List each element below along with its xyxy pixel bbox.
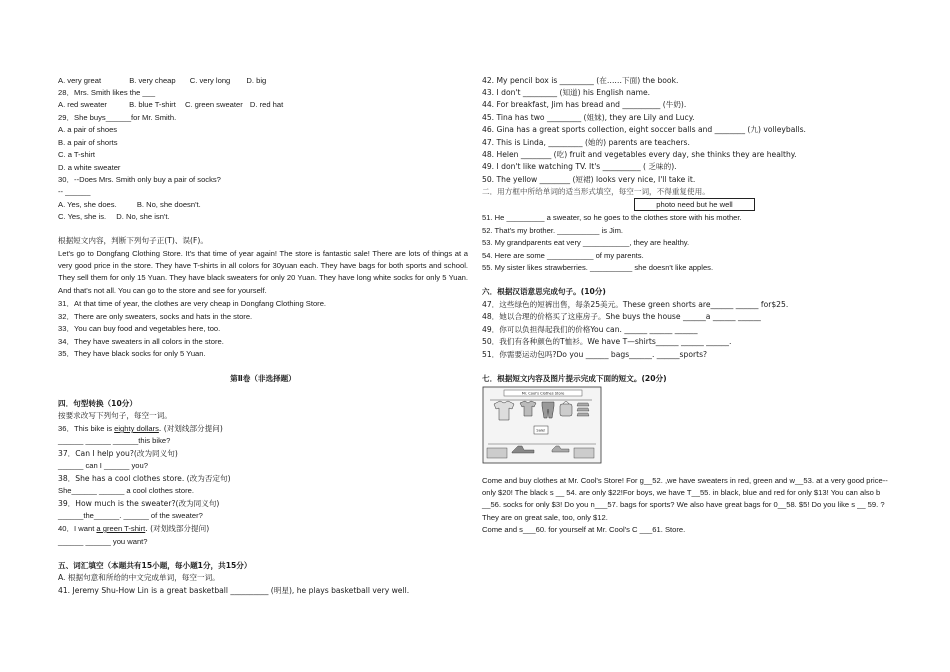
question-46: 46. Gina has a great sports collection, eight soccer balls and ________ (九) volleyballs. [482, 125, 806, 134]
option-b: B. blue T-shirt [129, 100, 176, 109]
section-five-instruction: A. 根据句意和所给的中文完成单词，每空一词。 [58, 573, 220, 582]
question-47b: 47．这些绿色的短裤出售，每条25美元。These green shorts are______ ______ for$25. [482, 300, 789, 309]
question-28: 28．Mrs. Smith likes the ___ [58, 88, 156, 97]
section-six-heading: 六．根据汉语意思完成句子。(10分) [482, 287, 606, 296]
question-44: 44. For breakfast, Jim has bread and __________ (牛奶). [482, 100, 687, 109]
question-29: 29．She buys______for Mr. Smith. [58, 113, 177, 122]
option-d: D. big [246, 76, 267, 85]
underlined-phrase: a green T-shirt [96, 524, 146, 533]
clothing-store-illustration [482, 386, 602, 464]
option-d: D. No, she isn't. [116, 212, 170, 221]
question-48: 48. Helen ________ (吃) fruit and vegetables every day, she thinks they are healthy. [482, 150, 797, 159]
answer-blank: -- ______ [58, 187, 91, 196]
cloze-passage-end: Come and s___60. for yourself at Mr. Cool's C ___61. Store. [482, 525, 686, 534]
section-b-instruction: 二．用方框中所给单词的适当形式填空，每空一词，不得重复使用。 [482, 187, 710, 196]
true-false-instruction: 根据短文内容，判断下列句子正(T)、误(F)。 [58, 236, 208, 245]
cloze-passage: Come and buy clothes at Mr. Cool's Store! For g__52. ,we have sweaters in red, green and w__53. at a very good price--only $20! The black s __ 54. are only $22!For boys, we have T__55. in black, blue and red for only $13! You can also b __56. socks for only $3! Do you n___57. bags for sports? We also have great bags for 0__58. $5! Do you like s __ 59. ? They are on great sale, too, only $12. [482, 476, 888, 522]
question-52: 52. That's my brother. __________ is Jim. [482, 226, 624, 235]
bag-icon [560, 404, 572, 416]
option-c: C. very long [189, 76, 231, 85]
section-seven-heading: 七．根据短文内容及图片提示完成下面的短文。(20分) [482, 374, 667, 383]
question-50b: 50．我们有各种颜色的T恤衫。We have T—shirts______ ______ ______. [482, 337, 732, 346]
option-c: C. green sweater [184, 100, 243, 109]
question-33: 33．You can buy food and vegetables here, too. [58, 324, 221, 333]
reading-passage: Let's go to Dongfang Clothing Store. It's that time of year again! The store is fantastic sale! There are lots of things at a very good price in the store. They have T-shirts in all colors for 30yuan each. They have bags for both sports and school. They sell them for only 15 Yuan. They have black sweaters for only 20 Yuan. They have long white socks for only 5 Yuan. And that's not all. You can go to the store and see for yourself. [58, 249, 468, 295]
answer-line-39: ______the______. ______ of the sweater? [58, 511, 203, 520]
question-51: 51. He _________ a sweater, so he goes to the clothes store with his mother. [482, 213, 742, 222]
question-36: 36．This bike is eighty dollars. (对划线部分提问) [58, 424, 223, 433]
part-two-heading: 第Ⅱ卷（非选择题） [230, 374, 296, 383]
option-b: B. a pair of shorts [58, 138, 118, 147]
hats-icon [577, 403, 589, 416]
options-row-28 [58, 100, 283, 110]
question-53: 53. My grandparents eat very ___________, they are healthy. [482, 238, 690, 247]
option-b: B. very cheap [129, 76, 176, 85]
option-b: B. No, she doesn't. [136, 200, 201, 209]
question-47: 47. This is Linda, _________ (她的) parents are teachers. [482, 138, 690, 147]
question-39: 39．How much is the sweater?(改为同义句) [58, 499, 220, 508]
section-five-heading: 五、词汇填空（本题共有15小题，每小题1分，共15分） [58, 561, 252, 570]
option-d: D. a white sweater [58, 163, 121, 172]
question-34: 34．They have sweaters in all colors in the store. [58, 337, 224, 346]
option-c: C. a T-shirt [58, 150, 95, 159]
option-a: A. red sweater [58, 100, 107, 109]
question-31: 31．At that time of year, the clothes are very cheap in Dongfang Clothing Store. [58, 299, 327, 308]
question-49: 49. I don't like watching TV. It's __________ ( 乏味的). [482, 162, 677, 171]
option-a: A. Yes, she does. [58, 200, 117, 209]
option-c: C. Yes, she is. [58, 212, 107, 221]
answer-line-37: ______ can I ______ you? [58, 461, 148, 470]
section-four-heading: 四．句型转换（10分） [58, 399, 137, 408]
question-41: 41. Jeremy Shu-How Lin is a great basketball __________ (明星), he plays basketball very well. [58, 586, 410, 595]
options-row-30b [58, 212, 170, 222]
question-48b: 48．她以合理的价格买了这座房子。She buys the house ______a ______ ______ [482, 312, 761, 321]
option-a: A. very great [58, 76, 102, 85]
question-32: 32．There are only sweaters, socks and hats in the store. [58, 312, 253, 321]
question-38: 38．She has a cool clothes store. (改为否定句) [58, 474, 231, 483]
answer-line-38: She______ ______ a cool clothes store. [58, 486, 194, 495]
question-50: 50. The yellow ________ (短裙) looks very nice, I'll take it. [482, 175, 696, 184]
question-49b: 49．你可以负担得起我们的价格You can. ______ ______ ______ [482, 325, 698, 334]
question-51b: 51．你需要运动包吗?Do you ______ bags______. ______sports? [482, 350, 708, 359]
underlined-phrase: eighty dollars [114, 424, 159, 433]
answer-line-36: ______ ______ ______this bike? [58, 436, 171, 445]
section-four-instruction: 按要求改写下列句子，每空一词。 [58, 411, 172, 420]
sale-sign-text: Sale! [536, 428, 546, 433]
word-box: photo need but he well [634, 198, 755, 211]
question-55: 55. My sister likes strawberries. __________ she doesn't like apples. [482, 263, 714, 272]
options-row-30a [58, 200, 201, 210]
option-a: A. a pair of shoes [58, 125, 118, 134]
question-35: 35．They have black socks for only 5 Yuan. [58, 349, 206, 358]
question-40: 40．I want a green T-shirt. (对划线部分提问) [58, 524, 210, 533]
answer-line-40: ______ ______ you want? [58, 537, 148, 546]
option-d: D. red hat [249, 100, 284, 109]
question-30: 30．--Does Mrs. Smith only buy a pair of socks? [58, 175, 221, 184]
options-row-27 [58, 76, 266, 86]
store-sign-text: Mr. Cool's Clothes Store [521, 391, 565, 396]
question-45: 45. Tina has two _________ (姐妹), they are Lily and Lucy. [482, 113, 695, 122]
question-37: 37．Can I help you?(改为同义句) [58, 449, 178, 458]
question-43: 43. I don't _________ (知道) his English name. [482, 88, 651, 97]
question-54: 54. Here are some ___________ of my parents. [482, 251, 644, 260]
question-42: 42. My pencil box is _________ (在……下面) the book. [482, 76, 679, 85]
